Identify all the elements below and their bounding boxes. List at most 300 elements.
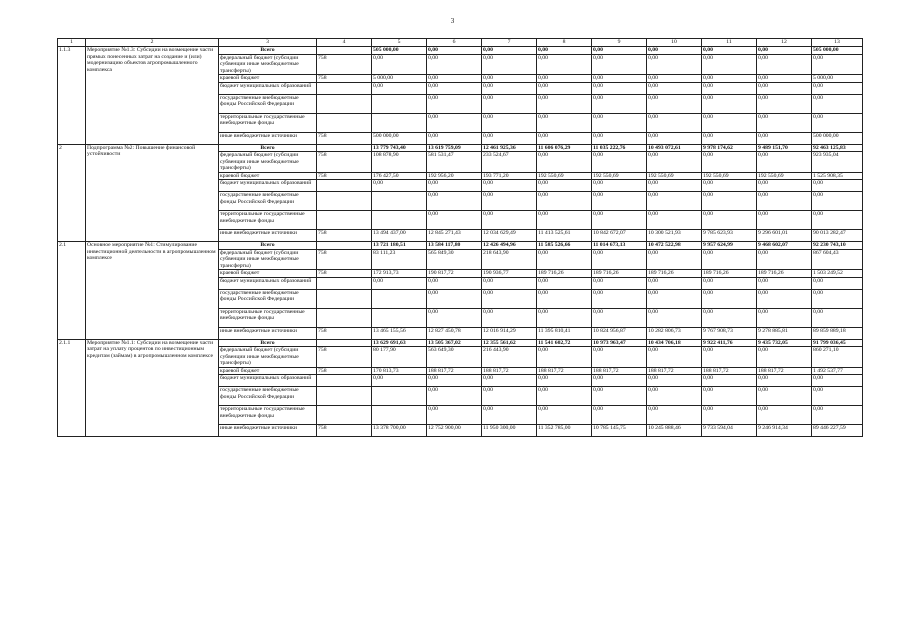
amount-cell: 0,00 bbox=[427, 308, 482, 327]
admin-code bbox=[317, 94, 372, 113]
funding-source: иные внебюджетные источники bbox=[219, 327, 317, 339]
amount-cell: 0,00 bbox=[427, 211, 482, 230]
amount-cell: 0,00 bbox=[592, 387, 647, 406]
amount-cell: 860 271,10 bbox=[812, 347, 863, 368]
amount-cell: 0,00 bbox=[482, 113, 537, 132]
amount-cell: 0,00 bbox=[812, 192, 863, 211]
admin-code bbox=[317, 375, 372, 387]
amount-cell: 0,00 bbox=[427, 375, 482, 387]
funding-source: иные внебюджетные источники bbox=[219, 425, 317, 437]
amount-cell: 500 000,00 bbox=[812, 132, 863, 144]
amount-cell: 188 817,72 bbox=[702, 367, 757, 375]
amount-cell: 0,00 bbox=[592, 277, 647, 289]
admin-code bbox=[317, 242, 372, 250]
funding-source: федеральный бюджет (субсидии субвенции иные межбюджетные трансферты) bbox=[219, 347, 317, 368]
funding-source: бюджет муниципальных образований bbox=[219, 180, 317, 192]
admin-code: 758 bbox=[317, 249, 372, 270]
amount-cell: 5 000,00 bbox=[372, 75, 427, 83]
admin-code bbox=[317, 113, 372, 132]
table-row bbox=[58, 339, 863, 347]
item-name: Мероприятие №1.1: Субсидии на возмещение части затрат на уплату процентов по инвестиционным кредитам (займам) в агропромышленном комплексе bbox=[86, 339, 219, 437]
funding-source: территориальные государственные внебюджетные фонды bbox=[219, 211, 317, 230]
amount-cell: 13 378 700,00 bbox=[372, 425, 427, 437]
amount-cell: 192 550,69 bbox=[702, 172, 757, 180]
amount-cell: 0,00 bbox=[537, 82, 592, 94]
amount-cell: 192 550,69 bbox=[537, 172, 592, 180]
page-number: 3 bbox=[450, 17, 455, 25]
amount-cell: 0,00 bbox=[812, 113, 863, 132]
amount-cell bbox=[372, 113, 427, 132]
amount-cell: 0,00 bbox=[537, 249, 592, 270]
amount-cell: 190 936,77 bbox=[482, 270, 537, 278]
amount-cell: 0,00 bbox=[812, 211, 863, 230]
amount-cell: 11 606 076,29 bbox=[537, 144, 592, 152]
amount-cell: 189 716,26 bbox=[702, 270, 757, 278]
item-name: Подпрограмма №2: Повышение финансовой устойчивости bbox=[86, 144, 219, 242]
amount-cell: 188 817,72 bbox=[757, 367, 812, 375]
amount-cell: 0,00 bbox=[757, 375, 812, 387]
amount-cell: 0,00 bbox=[482, 47, 537, 55]
amount-cell: 0,00 bbox=[647, 152, 702, 173]
amount-cell: 11 014 673,13 bbox=[592, 242, 647, 250]
amount-cell: 0,00 bbox=[537, 211, 592, 230]
admin-code: 758 bbox=[317, 367, 372, 375]
admin-code bbox=[317, 180, 372, 192]
amount-cell: 9 922 411,76 bbox=[702, 339, 757, 347]
amount-cell: 0,00 bbox=[482, 82, 537, 94]
amount-cell: 1 503 249,52 bbox=[812, 270, 863, 278]
amount-cell: 0,00 bbox=[812, 375, 863, 387]
amount-cell: 0,00 bbox=[702, 113, 757, 132]
amount-cell: 0,00 bbox=[537, 277, 592, 289]
funding-source: Всего bbox=[219, 339, 317, 347]
table-row bbox=[58, 47, 863, 55]
amount-cell: 0,00 bbox=[427, 113, 482, 132]
amount-cell: 172 913,73 bbox=[372, 270, 427, 278]
amount-cell: 0,00 bbox=[592, 47, 647, 55]
funding-source: бюджет муниципальных образований bbox=[219, 375, 317, 387]
column-header-7: 7 bbox=[482, 39, 537, 47]
amount-cell bbox=[372, 192, 427, 211]
amount-cell bbox=[372, 211, 427, 230]
amount-cell: 0,00 bbox=[537, 347, 592, 368]
amount-cell: 189 716,26 bbox=[537, 270, 592, 278]
amount-cell: 0,00 bbox=[812, 54, 863, 75]
amount-cell: 0,00 bbox=[702, 132, 757, 144]
amount-cell: 9 296 601,01 bbox=[757, 230, 812, 242]
table-row bbox=[58, 144, 863, 152]
amount-cell bbox=[372, 308, 427, 327]
amount-cell: 0,00 bbox=[702, 289, 757, 308]
column-header-8: 8 bbox=[537, 39, 592, 47]
amount-cell: 92 463 125,83 bbox=[812, 144, 863, 152]
amount-cell: 0,00 bbox=[372, 82, 427, 94]
funding-source: краевой бюджет bbox=[219, 270, 317, 278]
amount-cell: 0,00 bbox=[427, 132, 482, 144]
amount-cell: 923 935,04 bbox=[812, 152, 863, 173]
amount-cell: 0,00 bbox=[592, 82, 647, 94]
amount-cell: 108 878,90 bbox=[372, 152, 427, 173]
amount-cell: 0,00 bbox=[592, 375, 647, 387]
admin-code: 758 bbox=[317, 270, 372, 278]
amount-cell: 0,00 bbox=[537, 375, 592, 387]
amount-cell: 0,00 bbox=[647, 347, 702, 368]
amount-cell: 0,00 bbox=[647, 132, 702, 144]
amount-cell: 0,00 bbox=[537, 54, 592, 75]
amount-cell: 9 978 174,62 bbox=[702, 144, 757, 152]
item-code: 2.1 bbox=[58, 242, 86, 340]
amount-cell: 581 531,47 bbox=[427, 152, 482, 173]
amount-cell: 867 604,43 bbox=[812, 249, 863, 270]
amount-cell: 0,00 bbox=[812, 180, 863, 192]
amount-cell: 0,00 bbox=[592, 347, 647, 368]
amount-cell: 233 524,67 bbox=[482, 152, 537, 173]
amount-cell: 91 799 036,45 bbox=[812, 339, 863, 347]
admin-code bbox=[317, 144, 372, 152]
amount-cell: 0,00 bbox=[702, 308, 757, 327]
table-row bbox=[58, 242, 863, 250]
funding-source: государственные внебюджетные фонды Российской Федерации bbox=[219, 94, 317, 113]
amount-cell: 0,00 bbox=[647, 75, 702, 83]
funding-source: государственные внебюджетные фонды Российской Федерации bbox=[219, 387, 317, 406]
amount-cell: 0,00 bbox=[647, 406, 702, 425]
amount-cell: 0,00 bbox=[482, 75, 537, 83]
amount-cell: 10 973 963,47 bbox=[592, 339, 647, 347]
amount-cell: 505 000,00 bbox=[372, 47, 427, 55]
amount-cell: 0,00 bbox=[482, 406, 537, 425]
amount-cell: 0,00 bbox=[537, 47, 592, 55]
amount-cell: 0,00 bbox=[647, 308, 702, 327]
amount-cell: 0,00 bbox=[647, 54, 702, 75]
amount-cell: 192 550,69 bbox=[647, 172, 702, 180]
amount-cell: 0,00 bbox=[427, 192, 482, 211]
amount-cell: 1 525 908,35 bbox=[812, 172, 863, 180]
amount-cell: 0,00 bbox=[482, 132, 537, 144]
amount-cell: 189 716,26 bbox=[647, 270, 702, 278]
amount-cell: 0,00 bbox=[757, 192, 812, 211]
amount-cell: 0,00 bbox=[427, 406, 482, 425]
amount-cell: 10 434 706,18 bbox=[647, 339, 702, 347]
funding-source: федеральный бюджет (субсидии субвенции иные межбюджетные трансферты) bbox=[219, 249, 317, 270]
funding-source: краевой бюджет bbox=[219, 75, 317, 83]
column-header-6: 6 bbox=[427, 39, 482, 47]
funding-source: Всего bbox=[219, 242, 317, 250]
funding-source: федеральный бюджет (субсидии субвенции иные межбюджетные трансферты) bbox=[219, 152, 317, 173]
amount-cell: 0,00 bbox=[702, 180, 757, 192]
amount-cell: 0,00 bbox=[427, 289, 482, 308]
amount-cell: 0,00 bbox=[592, 289, 647, 308]
amount-cell: 0,00 bbox=[812, 289, 863, 308]
amount-cell: 0,00 bbox=[702, 192, 757, 211]
amount-cell: 188 817,72 bbox=[427, 367, 482, 375]
amount-cell: 83 111,23 bbox=[372, 249, 427, 270]
amount-cell: 0,00 bbox=[757, 113, 812, 132]
amount-cell: 188 817,72 bbox=[592, 367, 647, 375]
amount-cell: 10 282 806,73 bbox=[647, 327, 702, 339]
amount-cell: 0,00 bbox=[812, 387, 863, 406]
amount-cell: 13 619 759,09 bbox=[427, 144, 482, 152]
amount-cell: 11 395 810,41 bbox=[537, 327, 592, 339]
amount-cell: 0,00 bbox=[537, 308, 592, 327]
funding-source: иные внебюджетные источники bbox=[219, 132, 317, 144]
amount-cell: 0,00 bbox=[647, 249, 702, 270]
amount-cell: 0,00 bbox=[537, 132, 592, 144]
funding-source: бюджет муниципальных образований bbox=[219, 277, 317, 289]
item-code: 2.1.1 bbox=[58, 339, 86, 437]
amount-cell: 0,00 bbox=[482, 54, 537, 75]
amount-cell: 192 550,69 bbox=[592, 172, 647, 180]
amount-cell: 188 817,72 bbox=[537, 367, 592, 375]
admin-code: 758 bbox=[317, 230, 372, 242]
amount-cell: 0,00 bbox=[537, 152, 592, 173]
amount-cell: 11 413 525,61 bbox=[537, 230, 592, 242]
item-code: 1.1.3 bbox=[58, 47, 86, 145]
amount-cell: 0,00 bbox=[812, 82, 863, 94]
column-header-1: 1 bbox=[58, 39, 86, 47]
column-header-4: 4 bbox=[317, 39, 372, 47]
amount-cell: 0,00 bbox=[647, 113, 702, 132]
admin-code bbox=[317, 82, 372, 94]
amount-cell: 0,00 bbox=[647, 277, 702, 289]
amount-cell: 170 813,73 bbox=[372, 367, 427, 375]
amount-cell: 0,00 bbox=[812, 406, 863, 425]
amount-cell: 0,00 bbox=[592, 113, 647, 132]
amount-cell: 1 492 537,77 bbox=[812, 367, 863, 375]
amount-cell: 0,00 bbox=[482, 211, 537, 230]
amount-cell: 0,00 bbox=[482, 277, 537, 289]
amount-cell: 12 016 914,29 bbox=[482, 327, 537, 339]
amount-cell: 0,00 bbox=[812, 308, 863, 327]
amount-cell: 13 629 691,63 bbox=[372, 339, 427, 347]
amount-cell: 11 585 526,66 bbox=[537, 242, 592, 250]
admin-code bbox=[317, 211, 372, 230]
column-header-2: 2 bbox=[86, 39, 219, 47]
amount-cell: 0,00 bbox=[537, 387, 592, 406]
amount-cell: 0,00 bbox=[537, 75, 592, 83]
admin-code bbox=[317, 339, 372, 347]
amount-cell: 0,00 bbox=[702, 47, 757, 55]
amount-cell: 0,00 bbox=[757, 152, 812, 173]
amount-cell: 176 427,50 bbox=[372, 172, 427, 180]
amount-cell: 505 000,00 bbox=[812, 47, 863, 55]
amount-cell: 192 550,69 bbox=[757, 172, 812, 180]
funding-source: краевой бюджет bbox=[219, 172, 317, 180]
amount-cell: 193 771,20 bbox=[482, 172, 537, 180]
admin-code: 758 bbox=[317, 54, 372, 75]
admin-code bbox=[317, 289, 372, 308]
column-header-13: 13 bbox=[812, 39, 863, 47]
amount-cell: 13 465 155,56 bbox=[372, 327, 427, 339]
amount-cell: 13 779 743,40 bbox=[372, 144, 427, 152]
amount-cell: 0,00 bbox=[427, 47, 482, 55]
amount-cell: 0,00 bbox=[537, 180, 592, 192]
amount-cell: 0,00 bbox=[592, 211, 647, 230]
amount-cell: 0,00 bbox=[757, 308, 812, 327]
amount-cell: 12 461 925,36 bbox=[482, 144, 537, 152]
amount-cell: 0,00 bbox=[592, 75, 647, 83]
amount-cell: 90 013 282,47 bbox=[812, 230, 863, 242]
amount-cell bbox=[372, 94, 427, 113]
amount-cell: 0,00 bbox=[427, 180, 482, 192]
amount-cell: 0,00 bbox=[812, 94, 863, 113]
amount-cell: 0,00 bbox=[372, 375, 427, 387]
amount-cell: 92 230 743,10 bbox=[812, 242, 863, 250]
amount-cell: 0,00 bbox=[427, 387, 482, 406]
admin-code bbox=[317, 387, 372, 406]
column-header-12: 12 bbox=[757, 39, 812, 47]
admin-code bbox=[317, 192, 372, 211]
amount-cell: 0,00 bbox=[537, 289, 592, 308]
amount-cell: 0,00 bbox=[592, 94, 647, 113]
amount-cell: 0,00 bbox=[757, 132, 812, 144]
amount-cell: 10 824 956,87 bbox=[592, 327, 647, 339]
funding-source: иные внебюджетные источники bbox=[219, 230, 317, 242]
amount-cell: 500 000,00 bbox=[372, 132, 427, 144]
amount-cell: 0,00 bbox=[647, 94, 702, 113]
amount-cell: 10 245 888,46 bbox=[647, 425, 702, 437]
amount-cell: 12 845 271,43 bbox=[427, 230, 482, 242]
item-name: Основное мероприятие №1: Стимулирование инвестиционной деятельности в агропромышленном комплексе bbox=[86, 242, 219, 340]
amount-cell: 11 352 785,00 bbox=[537, 425, 592, 437]
amount-cell: 0,00 bbox=[482, 308, 537, 327]
amount-cell: 0,00 bbox=[702, 211, 757, 230]
amount-cell: 0,00 bbox=[592, 249, 647, 270]
admin-code bbox=[317, 308, 372, 327]
amount-cell: 12 752 900,00 bbox=[427, 425, 482, 437]
amount-cell: 89 859 889,18 bbox=[812, 327, 863, 339]
amount-cell: 188 817,72 bbox=[647, 367, 702, 375]
amount-cell: 0,00 bbox=[702, 406, 757, 425]
amount-cell: 0,00 bbox=[427, 94, 482, 113]
amount-cell: 0,00 bbox=[537, 192, 592, 211]
amount-cell: 0,00 bbox=[592, 132, 647, 144]
amount-cell: 12 355 561,62 bbox=[482, 339, 537, 347]
funding-source: государственные внебюджетные фонды Российской Федерации bbox=[219, 192, 317, 211]
admin-code bbox=[317, 406, 372, 425]
amount-cell: 218 643,90 bbox=[482, 249, 537, 270]
amount-cell: 0,00 bbox=[427, 82, 482, 94]
amount-cell: 12 034 629,49 bbox=[482, 230, 537, 242]
amount-cell: 0,00 bbox=[757, 347, 812, 368]
amount-cell: 0,00 bbox=[702, 82, 757, 94]
amount-cell: 0,00 bbox=[757, 180, 812, 192]
amount-cell: 0,00 bbox=[757, 249, 812, 270]
amount-cell: 0,00 bbox=[482, 192, 537, 211]
amount-cell: 0,00 bbox=[482, 387, 537, 406]
amount-cell: 0,00 bbox=[592, 180, 647, 192]
amount-cell: 0,00 bbox=[647, 192, 702, 211]
amount-cell: 0,00 bbox=[647, 180, 702, 192]
amount-cell: 13 721 180,51 bbox=[372, 242, 427, 250]
amount-cell: 0,00 bbox=[647, 211, 702, 230]
column-header-11: 11 bbox=[702, 39, 757, 47]
amount-cell: 0,00 bbox=[757, 47, 812, 55]
amount-cell: 0,00 bbox=[647, 387, 702, 406]
amount-cell: 0,00 bbox=[482, 375, 537, 387]
admin-code: 758 bbox=[317, 425, 372, 437]
amount-cell: 0,00 bbox=[372, 180, 427, 192]
amount-cell: 11 950 300,00 bbox=[482, 425, 537, 437]
amount-cell: 89 446 227,59 bbox=[812, 425, 863, 437]
funding-source: территориальные государственные внебюджетные фонды bbox=[219, 406, 317, 425]
amount-cell: 13 584 117,80 bbox=[427, 242, 482, 250]
amount-cell: 12 827 450,78 bbox=[427, 327, 482, 339]
amount-cell: 10 472 522,98 bbox=[647, 242, 702, 250]
amount-cell: 0,00 bbox=[757, 54, 812, 75]
admin-code: 758 bbox=[317, 152, 372, 173]
amount-cell: 0,00 bbox=[647, 82, 702, 94]
amount-cell: 0,00 bbox=[757, 277, 812, 289]
funding-source: территориальные государственные внебюджетные фонды bbox=[219, 308, 317, 327]
amount-cell: 0,00 bbox=[647, 47, 702, 55]
item-code: 2 bbox=[58, 144, 86, 242]
amount-cell: 0,00 bbox=[702, 277, 757, 289]
admin-code: 758 bbox=[317, 132, 372, 144]
amount-cell: 0,00 bbox=[592, 54, 647, 75]
amount-cell: 13 494 437,00 bbox=[372, 230, 427, 242]
amount-cell bbox=[372, 289, 427, 308]
amount-cell: 0,00 bbox=[702, 152, 757, 173]
amount-cell: 9 246 914,34 bbox=[757, 425, 812, 437]
amount-cell: 565 849,30 bbox=[427, 249, 482, 270]
amount-cell: 0,00 bbox=[482, 180, 537, 192]
amount-cell: 0,00 bbox=[592, 152, 647, 173]
funding-source: федеральный бюджет (субсидии субвенции иные межбюджетные трансферты) bbox=[219, 54, 317, 75]
amount-cell: 0,00 bbox=[482, 289, 537, 308]
header-row bbox=[58, 39, 863, 47]
amount-cell: 9 785 623,93 bbox=[702, 230, 757, 242]
amount-cell: 0,00 bbox=[702, 54, 757, 75]
amount-cell: 11 035 222,76 bbox=[592, 144, 647, 152]
funding-source: территориальные государственные внебюджетные фонды bbox=[219, 113, 317, 132]
amount-cell: 0,00 bbox=[372, 54, 427, 75]
amount-cell: 0,00 bbox=[757, 289, 812, 308]
amount-cell: 80 177,90 bbox=[372, 347, 427, 368]
amount-cell: 0,00 bbox=[757, 211, 812, 230]
amount-cell: 9 767 908,73 bbox=[702, 327, 757, 339]
amount-cell: 190 817,72 bbox=[427, 270, 482, 278]
amount-cell: 9 489 151,70 bbox=[757, 144, 812, 152]
amount-cell: 0,00 bbox=[427, 277, 482, 289]
amount-cell: 9 278 885,81 bbox=[757, 327, 812, 339]
amount-cell: 0,00 bbox=[757, 82, 812, 94]
amount-cell: 563 649,30 bbox=[427, 347, 482, 368]
amount-cell: 0,00 bbox=[757, 94, 812, 113]
amount-cell: 189 716,26 bbox=[757, 270, 812, 278]
amount-cell: 0,00 bbox=[427, 54, 482, 75]
admin-code: 758 bbox=[317, 172, 372, 180]
amount-cell: 10 785 145,75 bbox=[592, 425, 647, 437]
item-name: Мероприятие №1.3: Субсидии на возмещение части прямых понесенных затрат на создание и (или) модернизацию объектов агропромышленного комплекса bbox=[86, 47, 219, 145]
amount-cell bbox=[372, 387, 427, 406]
amount-cell: 216 443,90 bbox=[482, 347, 537, 368]
admin-code bbox=[317, 277, 372, 289]
amount-cell: 192 956,20 bbox=[427, 172, 482, 180]
amount-cell: 0,00 bbox=[537, 406, 592, 425]
amount-cell: 0,00 bbox=[427, 75, 482, 83]
amount-cell: 9 957 624,99 bbox=[702, 242, 757, 250]
amount-cell: 0,00 bbox=[592, 308, 647, 327]
amount-cell: 10 300 521,93 bbox=[647, 230, 702, 242]
admin-code bbox=[317, 47, 372, 55]
column-header-9: 9 bbox=[592, 39, 647, 47]
amount-cell: 5 000,00 bbox=[812, 75, 863, 83]
column-header-10: 10 bbox=[647, 39, 702, 47]
amount-cell: 0,00 bbox=[812, 277, 863, 289]
amount-cell: 0,00 bbox=[702, 75, 757, 83]
amount-cell: 0,00 bbox=[702, 249, 757, 270]
amount-cell: 0,00 bbox=[702, 375, 757, 387]
